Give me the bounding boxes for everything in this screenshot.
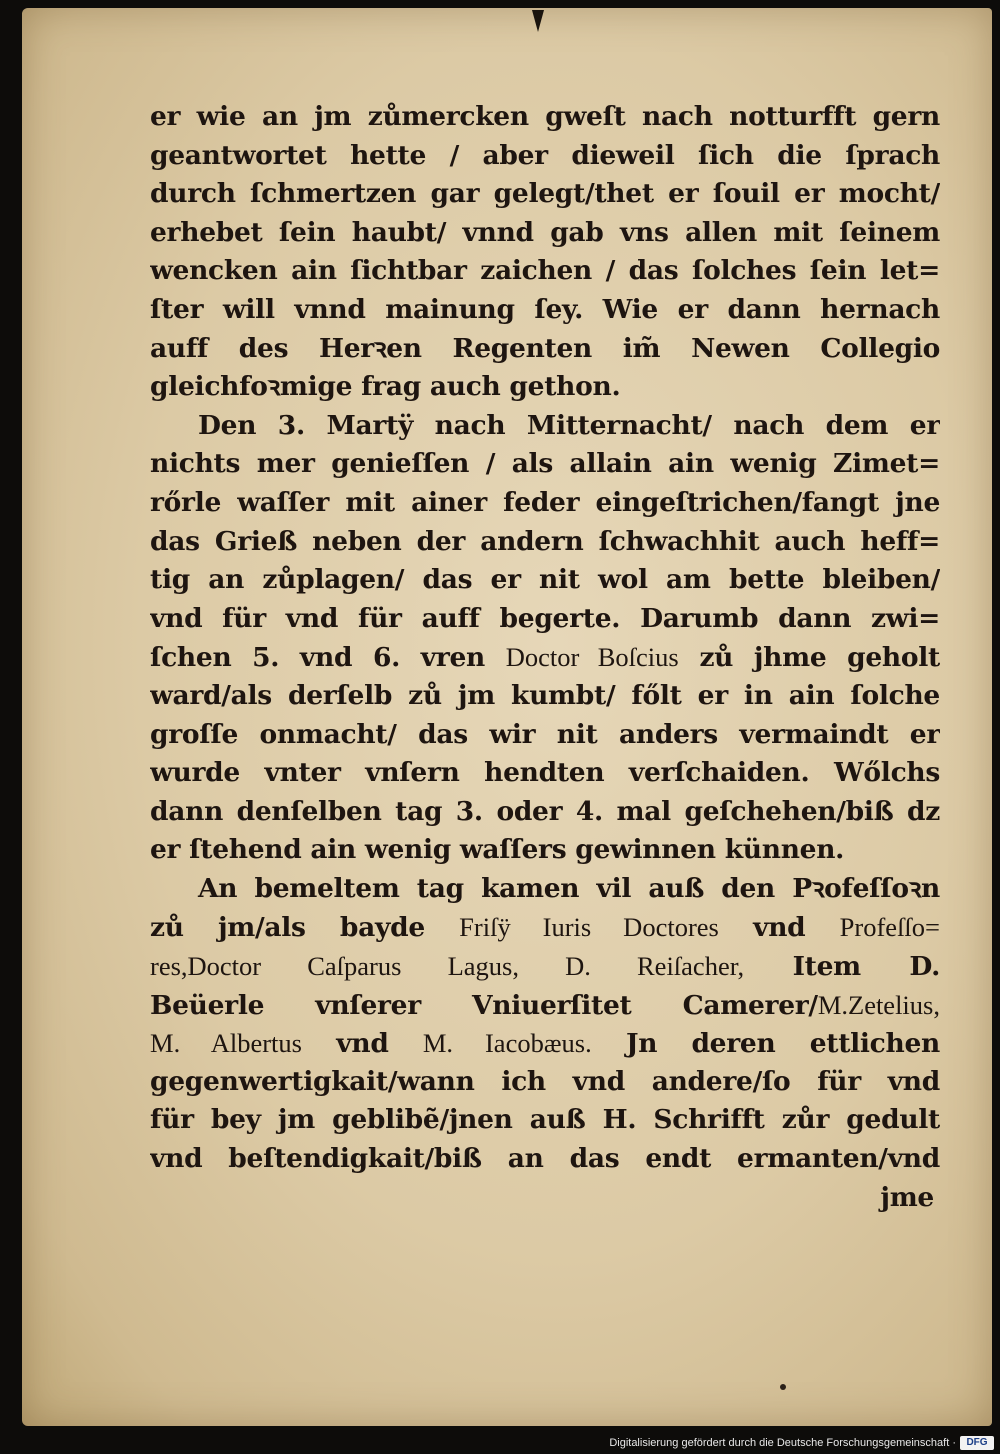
ink-dot-mark: [780, 1384, 786, 1390]
text-line: vnd für vnd für auff begerte. Darumb dann zwi=: [150, 602, 940, 634]
text-line: gleichfoꝛmige frag auch gethon.: [150, 371, 621, 403]
latin-name: M. Albertus: [150, 1028, 302, 1059]
text-line: [150, 986, 940, 1025]
text-fragment: vnd: [753, 912, 806, 944]
text-line: ward/als derſelb zů jm kumbt/ főlt er in ain ſolche: [150, 679, 940, 711]
latin-name: Doctor Boſcius: [505, 642, 679, 673]
text-line: erhebet ſein haubt/ vnnd gab vns allen mit ſeinem: [150, 216, 940, 248]
latin-name: M. Iacobæus.: [422, 1028, 592, 1059]
text-line: er wie an jm zůmercken gweſt nach notturfft gern: [150, 101, 940, 132]
text-line: vnd beſtendigkait/biß an das endt ermanten/vnd: [150, 1143, 940, 1175]
text-fragment: vnd: [336, 1028, 389, 1060]
text-fragment: zů jm/als bayde: [150, 912, 425, 944]
text-fragment: Item D.: [792, 951, 940, 983]
latin-name: Profeſſo=: [839, 912, 940, 943]
text-line: für bey jm geblibẽ/jnen auß H. Schrifft zůr gedult: [150, 1104, 940, 1136]
text-fragment: zů jhme geholt: [699, 642, 940, 674]
text-line: [150, 908, 940, 947]
text-line: wurde vnter vnſern hendten verſchaiden. Wőlchs: [150, 757, 940, 789]
latin-name: Friſÿ Iuris Doctores: [459, 912, 719, 943]
text-line: durch ſchmertzen gar gelegt/thet er ſouil er mocht/: [150, 178, 940, 210]
text-fragment: Jn deren ettlichen: [625, 1028, 940, 1060]
text-line: dann denſelben tag 3. oder 4. mal geſchehen/biß dz: [150, 795, 940, 827]
text-line: nichts mer genieſſen / als allain ain wenig Zimet=: [150, 448, 940, 480]
catchword: jme: [880, 1181, 934, 1213]
latin-name: res,Doctor Caſparus Lagus, D. Reiſacher,: [150, 951, 745, 982]
text-line: groſſe onmacht/ das wir nit anders vermaindt er: [150, 718, 940, 750]
text-fragment: ſchen 5. vnd 6. vren: [150, 642, 486, 674]
text-line: das Grieß neben der andern ſchwachhit auch heff=: [150, 525, 940, 557]
text-line: Den 3. Martÿ nach Mitternacht/ nach dem er: [198, 409, 940, 441]
digitization-credit: Digitalisierung gefördert durch die Deutsche Forschungsgemeinschaft ·: [609, 1437, 956, 1449]
text-line: wencken ain ſichtbar zaichen / das ſolches ſein let=: [150, 255, 940, 287]
text-line: [150, 638, 940, 677]
text-line: [150, 1024, 940, 1063]
page-notch-mark: [532, 10, 544, 32]
text-line: [150, 947, 940, 986]
latin-name: M.Zetelius,: [817, 989, 940, 1020]
text-line: rőrle waſſer mit ainer feder eingeſtrichen/fangt jne: [150, 486, 940, 518]
dfg-logo-icon: DFG: [960, 1436, 994, 1450]
text-line: gegenwertigkait/wann ich vnd andere/ſo für vnd: [150, 1065, 940, 1097]
text-fragment: Beüerle vnſerer Vniuerſitet Camerer/: [150, 989, 818, 1021]
text-line: auff des Herꝛen Regenten im̃ Newen Collegio: [150, 332, 940, 364]
page-text-block: [150, 98, 940, 1217]
text-line: geantwortet hette / aber dieweil ſich die ſprach: [150, 139, 940, 171]
text-line: An bemeltem tag kamen vil auß den Pꝛofeſſoꝛn: [198, 872, 940, 904]
text-line: tig an zůplagen/ das er nit wol am bette bleiben/: [150, 564, 940, 596]
text-line: ſter will vnnd mainung ſey. Wie er dann hernach: [150, 293, 940, 325]
text-line: er ſtehend ain wenig waſſers gewinnen künnen.: [150, 834, 845, 866]
